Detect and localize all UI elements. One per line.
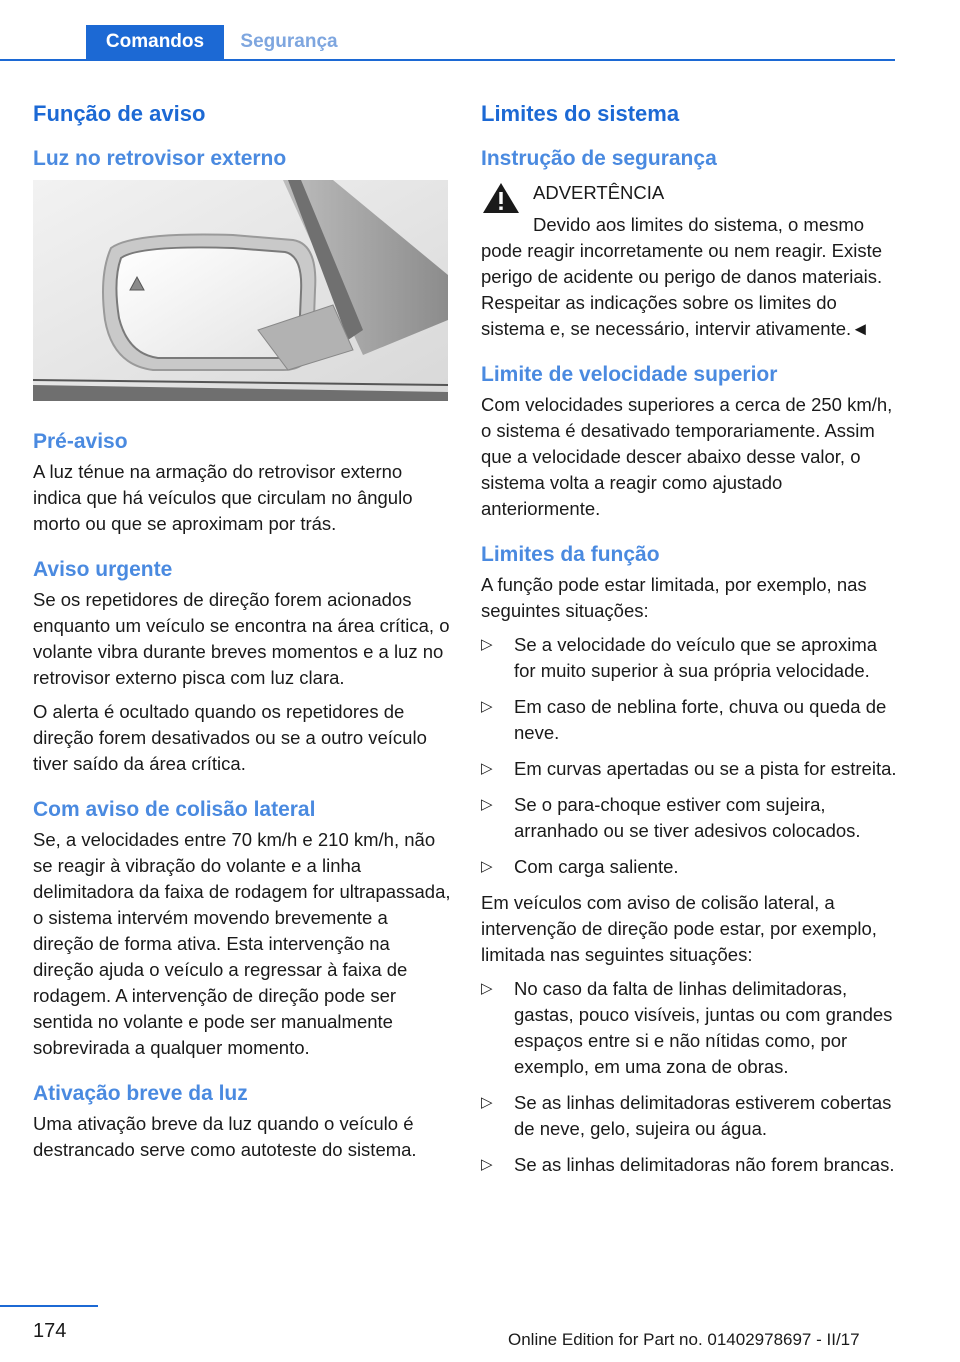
paragraph-limite-velocidade: Com velocidades superiores a cerca de 250 km/h, o sistema é desativado temporariamente. Assim que a velocidade descer abaixo desse valor, o sistema volta a reagir como ajustado anteriormente. (481, 394, 893, 519)
tab-comandos[interactable]: Comandos (86, 25, 224, 59)
heading-pre-aviso: Pré-aviso (33, 430, 128, 453)
left-column (33, 98, 453, 1171)
footer-rule (0, 1305, 98, 1307)
subtitle-instrucao-seguranca: Instrução de segurança (481, 147, 717, 170)
warning-title: ADVERTÊNCIA (533, 182, 665, 203)
heading-aviso-urgente: Aviso urgente (33, 558, 173, 581)
page-number: 174 (33, 1320, 67, 1342)
list-item: ▷ Se as linhas delimitadoras não forem brancas. (481, 1152, 901, 1178)
tab-bar (0, 25, 895, 61)
triangle-bullet-icon: ▷ (481, 698, 493, 715)
paragraph-funcao-intro: A função pode estar limitada, por exemplo, nas seguintes situações: (481, 574, 867, 621)
edition-text: Online Edition for Part no. 01402978697 - II/17 (508, 1330, 860, 1349)
paragraph-colisao-lateral: Se, a velocidades entre 70 km/h e 210 km/h, não se reagir à vibração do volante e a linha delimitadora da faixa de rodagem for ultrapassada, o sistema intervém movendo brevemente a direção de forma ativa. Esta intervenção na direção ajuda o veículo a regressar à faixa de rodagem. A intervenção de direção pode ser sentida no volante e pode ser manualmente sobrevirada a qualquer momento. (33, 829, 451, 1058)
list-item: ▷ Com carga saliente. (481, 854, 901, 880)
list-item: ▷ Em caso de neblina forte, chuva ou queda de neve. (481, 696, 887, 743)
section-title-funcao-aviso: Função de aviso (33, 101, 206, 126)
heading-limite-velocidade: Limite de velocidade superior (481, 363, 778, 386)
right-column (481, 98, 901, 1188)
tab-seguranca[interactable]: Segurança (240, 31, 338, 52)
triangle-bullet-icon: ▷ (481, 1156, 493, 1173)
heading-ativacao-breve: Ativação breve da luz (33, 1082, 248, 1105)
warning-text: Devido aos limites do sistema, o mesmo pode reagir incorretamente ou nem reagir. Existe perigo de acidente ou perigo de danos materiais. Respeitar as indicações sobre os limites do sistema e, se necessário, intervir ativamente.◄ (481, 214, 883, 339)
list-item: ▷ Em curvas apertadas ou se a pista for estreita. (481, 756, 901, 782)
list-item: ▷ Se a velocidade do veículo que se aproxima for muito superior à sua própria velocidade. (481, 634, 878, 681)
paragraph-aviso-urgente-2: O alerta é ocultado quando os repetidores de direção forem desativados ou se a outro veículo tiver saído da área crítica. (33, 701, 427, 774)
triangle-bullet-icon: ▷ (481, 796, 493, 813)
list-limites-funcao (481, 632, 901, 880)
paragraph-aviso-urgente-1: Se os repetidores de direção forem acionados enquanto um veículo se encontra na área crítica, o volante vibra durante breves momentos e a luz no retrovisor externo pisca com luz clara. (33, 589, 450, 688)
subtitle-luz-retrovisor: Luz no retrovisor externo (33, 147, 287, 170)
tab-underline (0, 59, 895, 61)
list-item: ▷ No caso da falta de linhas delimitadoras, gastas, pouco visíveis, juntas ou com grandes espaços entre si e não nítidas como, por exemplo, em uma zona de obras. (481, 978, 893, 1077)
warning-block (481, 180, 901, 342)
heading-colisao-lateral: Com aviso de colisão lateral (33, 798, 316, 821)
paragraph-pre-aviso: A luz ténue na armação do retrovisor externo indica que há veículos que circulam no ângulo morto ou que se aproximam por trás. (33, 461, 413, 534)
list-item: ▷ Se as linhas delimitadoras estiverem cobertas de neve, gelo, sujeira ou água. (481, 1092, 892, 1139)
triangle-bullet-icon: ▷ (481, 980, 493, 997)
triangle-bullet-icon: ▷ (481, 636, 493, 653)
triangle-bullet-icon: ▷ (481, 858, 493, 875)
section-title-limites-sistema: Limites do sistema (481, 101, 680, 126)
triangle-bullet-icon: ▷ (481, 1094, 493, 1111)
paragraph-ativacao-breve: Uma ativação breve da luz quando o veículo é destrancado serve como autoteste do sistema. (33, 1113, 417, 1160)
list-limites-colisao (481, 976, 901, 1178)
side-mirror-illustration (33, 180, 448, 401)
mirror-photo (33, 180, 448, 401)
list-item: ▷ Se o para-choque estiver com sujeira, arranhado ou se tiver adesivos colocados. (481, 794, 861, 841)
triangle-bullet-icon: ▷ (481, 760, 493, 777)
paragraph-colisao-intro: Em veículos com aviso de colisão lateral, a intervenção de direção pode estar, por exemplo, limitada nas seguintes situações: (481, 892, 877, 965)
heading-limites-funcao: Limites da função (481, 543, 660, 566)
warning-triangle-icon (481, 180, 521, 216)
